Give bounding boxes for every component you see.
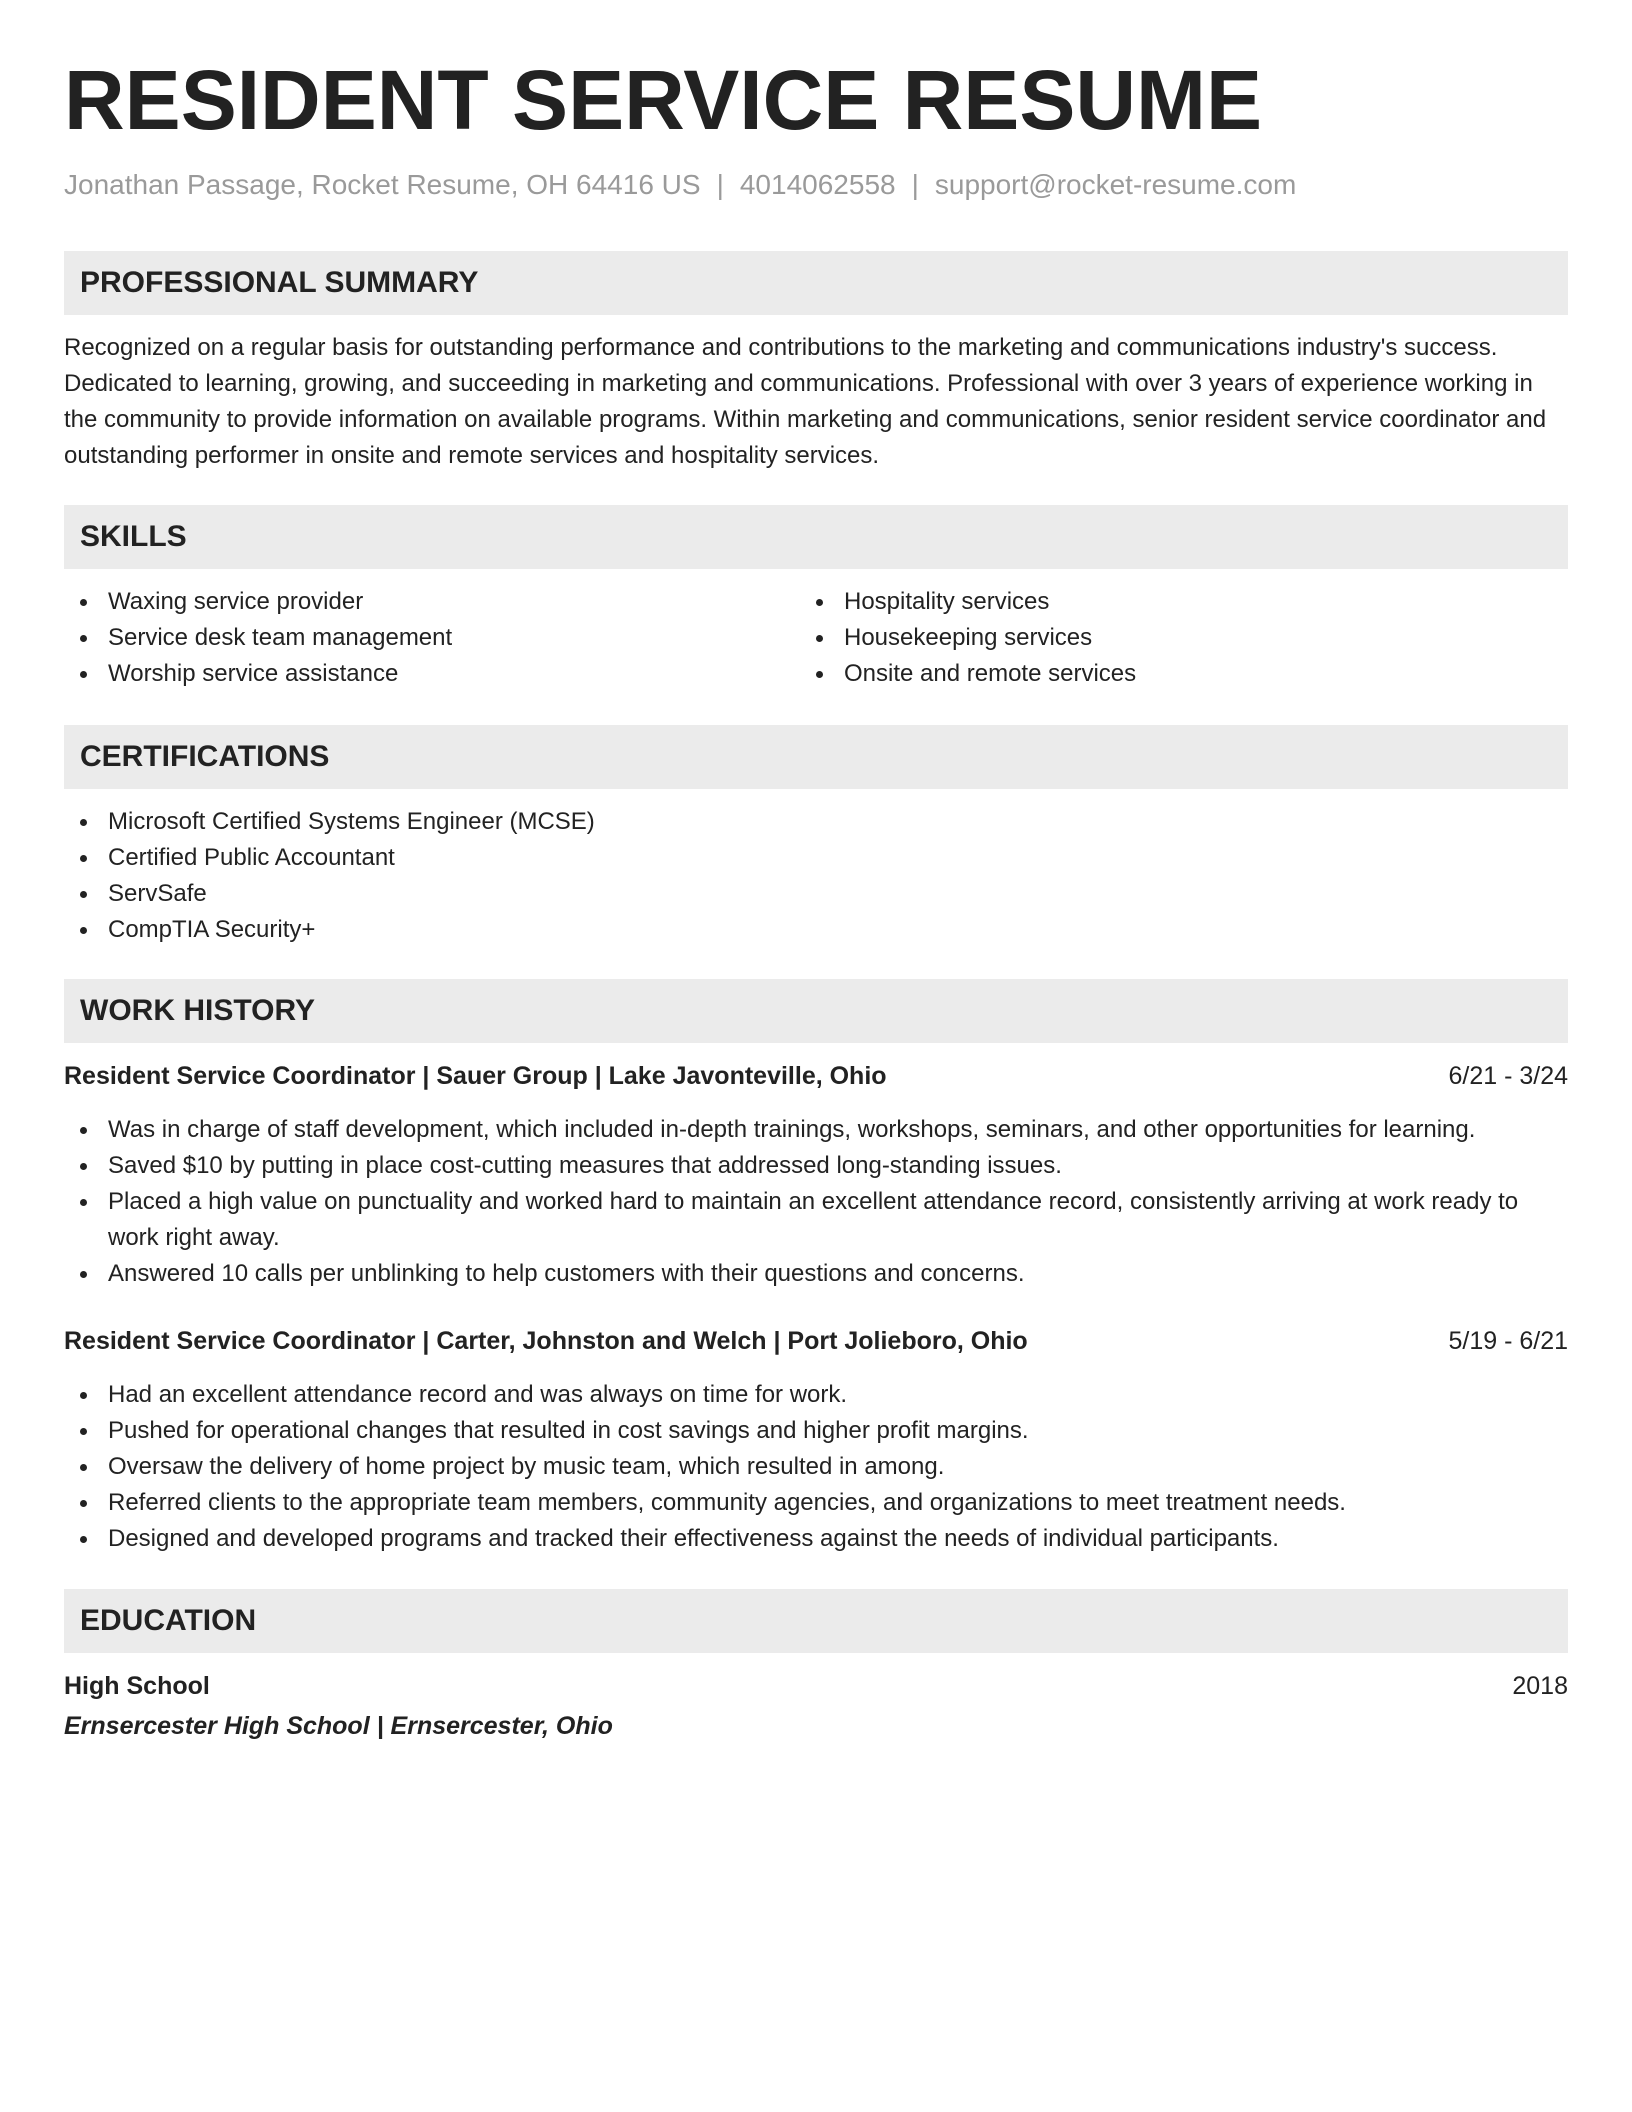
certification-item: CompTIA Security+ <box>64 912 1568 948</box>
certification-item: Certified Public Accountant <box>64 840 1568 876</box>
skill-item: Waxing service provider <box>64 584 784 620</box>
skills-list-left <box>64 584 784 692</box>
work-history-heading: WORK HISTORY <box>64 979 1568 1043</box>
skill-item: Worship service assistance <box>64 656 784 692</box>
certification-item: Microsoft Certified Systems Engineer (MCSE) <box>64 804 1568 840</box>
skill-item: Onsite and remote services <box>800 656 1568 692</box>
job-bullets <box>64 1112 1568 1292</box>
certifications-list <box>64 804 1568 948</box>
job-bullet: Saved $10 by putting in place cost-cutting measures that addressed long-standing issues. <box>64 1148 1568 1184</box>
contact-separator: | <box>716 169 724 200</box>
job-bullet: Placed a high value on punctuality and worked hard to maintain an excellent attendance record, consistently arriving at work ready to work right away. <box>64 1184 1568 1256</box>
contact-address: Jonathan Passage, Rocket Resume, OH 64416 US <box>64 169 701 200</box>
job-bullet: Was in charge of staff development, which included in-depth trainings, workshops, seminars, and other opportunities for learning. <box>64 1112 1568 1148</box>
skills-list-right <box>800 584 1568 692</box>
resume-title: RESIDENT SERVICE RESUME <box>64 53 1263 147</box>
job-bullet: Oversaw the delivery of home project by music team, which resulted in among. <box>64 1449 1568 1485</box>
job-title: Resident Service Coordinator | Sauer Group | Lake Javonteville, Ohio <box>64 1062 887 1090</box>
job-dates: 6/21 - 3/24 <box>1448 1062 1568 1090</box>
skill-item: Service desk team management <box>64 620 784 656</box>
contact-email: support@rocket-resume.com <box>934 169 1297 200</box>
job-bullet: Referred clients to the appropriate team members, community agencies, and organizations to meet treatment needs. <box>64 1485 1568 1521</box>
education-year: 2018 <box>1512 1672 1568 1700</box>
contact-separator: | <box>911 169 919 200</box>
education-degree: High School <box>64 1672 210 1700</box>
job-dates: 5/19 - 6/21 <box>1448 1327 1568 1355</box>
summary-text: Recognized on a regular basis for outstanding performance and contributions to the marketing and communications industry's success. Dedicated to learning, growing, and succeeding in marketing and communications. Professional with over 3 years of experience working in the community to provide information on available programs. Within marketing and communications, senior resident service coordinator and outstanding performer in onsite and remote services and hospitality services. <box>64 334 1547 469</box>
certification-item: ServSafe <box>64 876 1568 912</box>
skills-heading: SKILLS <box>64 505 1568 569</box>
job-bullet: Answered 10 calls per unblinking to help customers with their questions and concerns. <box>64 1256 1568 1292</box>
skill-item: Hospitality services <box>800 584 1568 620</box>
summary-heading: PROFESSIONAL SUMMARY <box>64 251 1568 315</box>
job-title: Resident Service Coordinator | Carter, Johnston and Welch | Port Jolieboro, Ohio <box>64 1327 1028 1355</box>
job-bullet: Designed and developed programs and tracked their effectiveness against the needs of individual participants. <box>64 1521 1568 1557</box>
contact-phone: 4014062558 <box>739 169 896 200</box>
contact-line <box>64 168 1296 202</box>
education-school: Ernsercester High School | Ernsercester, Ohio <box>64 1712 613 1740</box>
job-bullets <box>64 1377 1568 1557</box>
education-heading: EDUCATION <box>64 1589 1568 1653</box>
certifications-heading: CERTIFICATIONS <box>64 725 1568 789</box>
job-bullet: Had an excellent attendance record and was always on time for work. <box>64 1377 1568 1413</box>
job-bullet: Pushed for operational changes that resulted in cost savings and higher profit margins. <box>64 1413 1568 1449</box>
skill-item: Housekeeping services <box>800 620 1568 656</box>
